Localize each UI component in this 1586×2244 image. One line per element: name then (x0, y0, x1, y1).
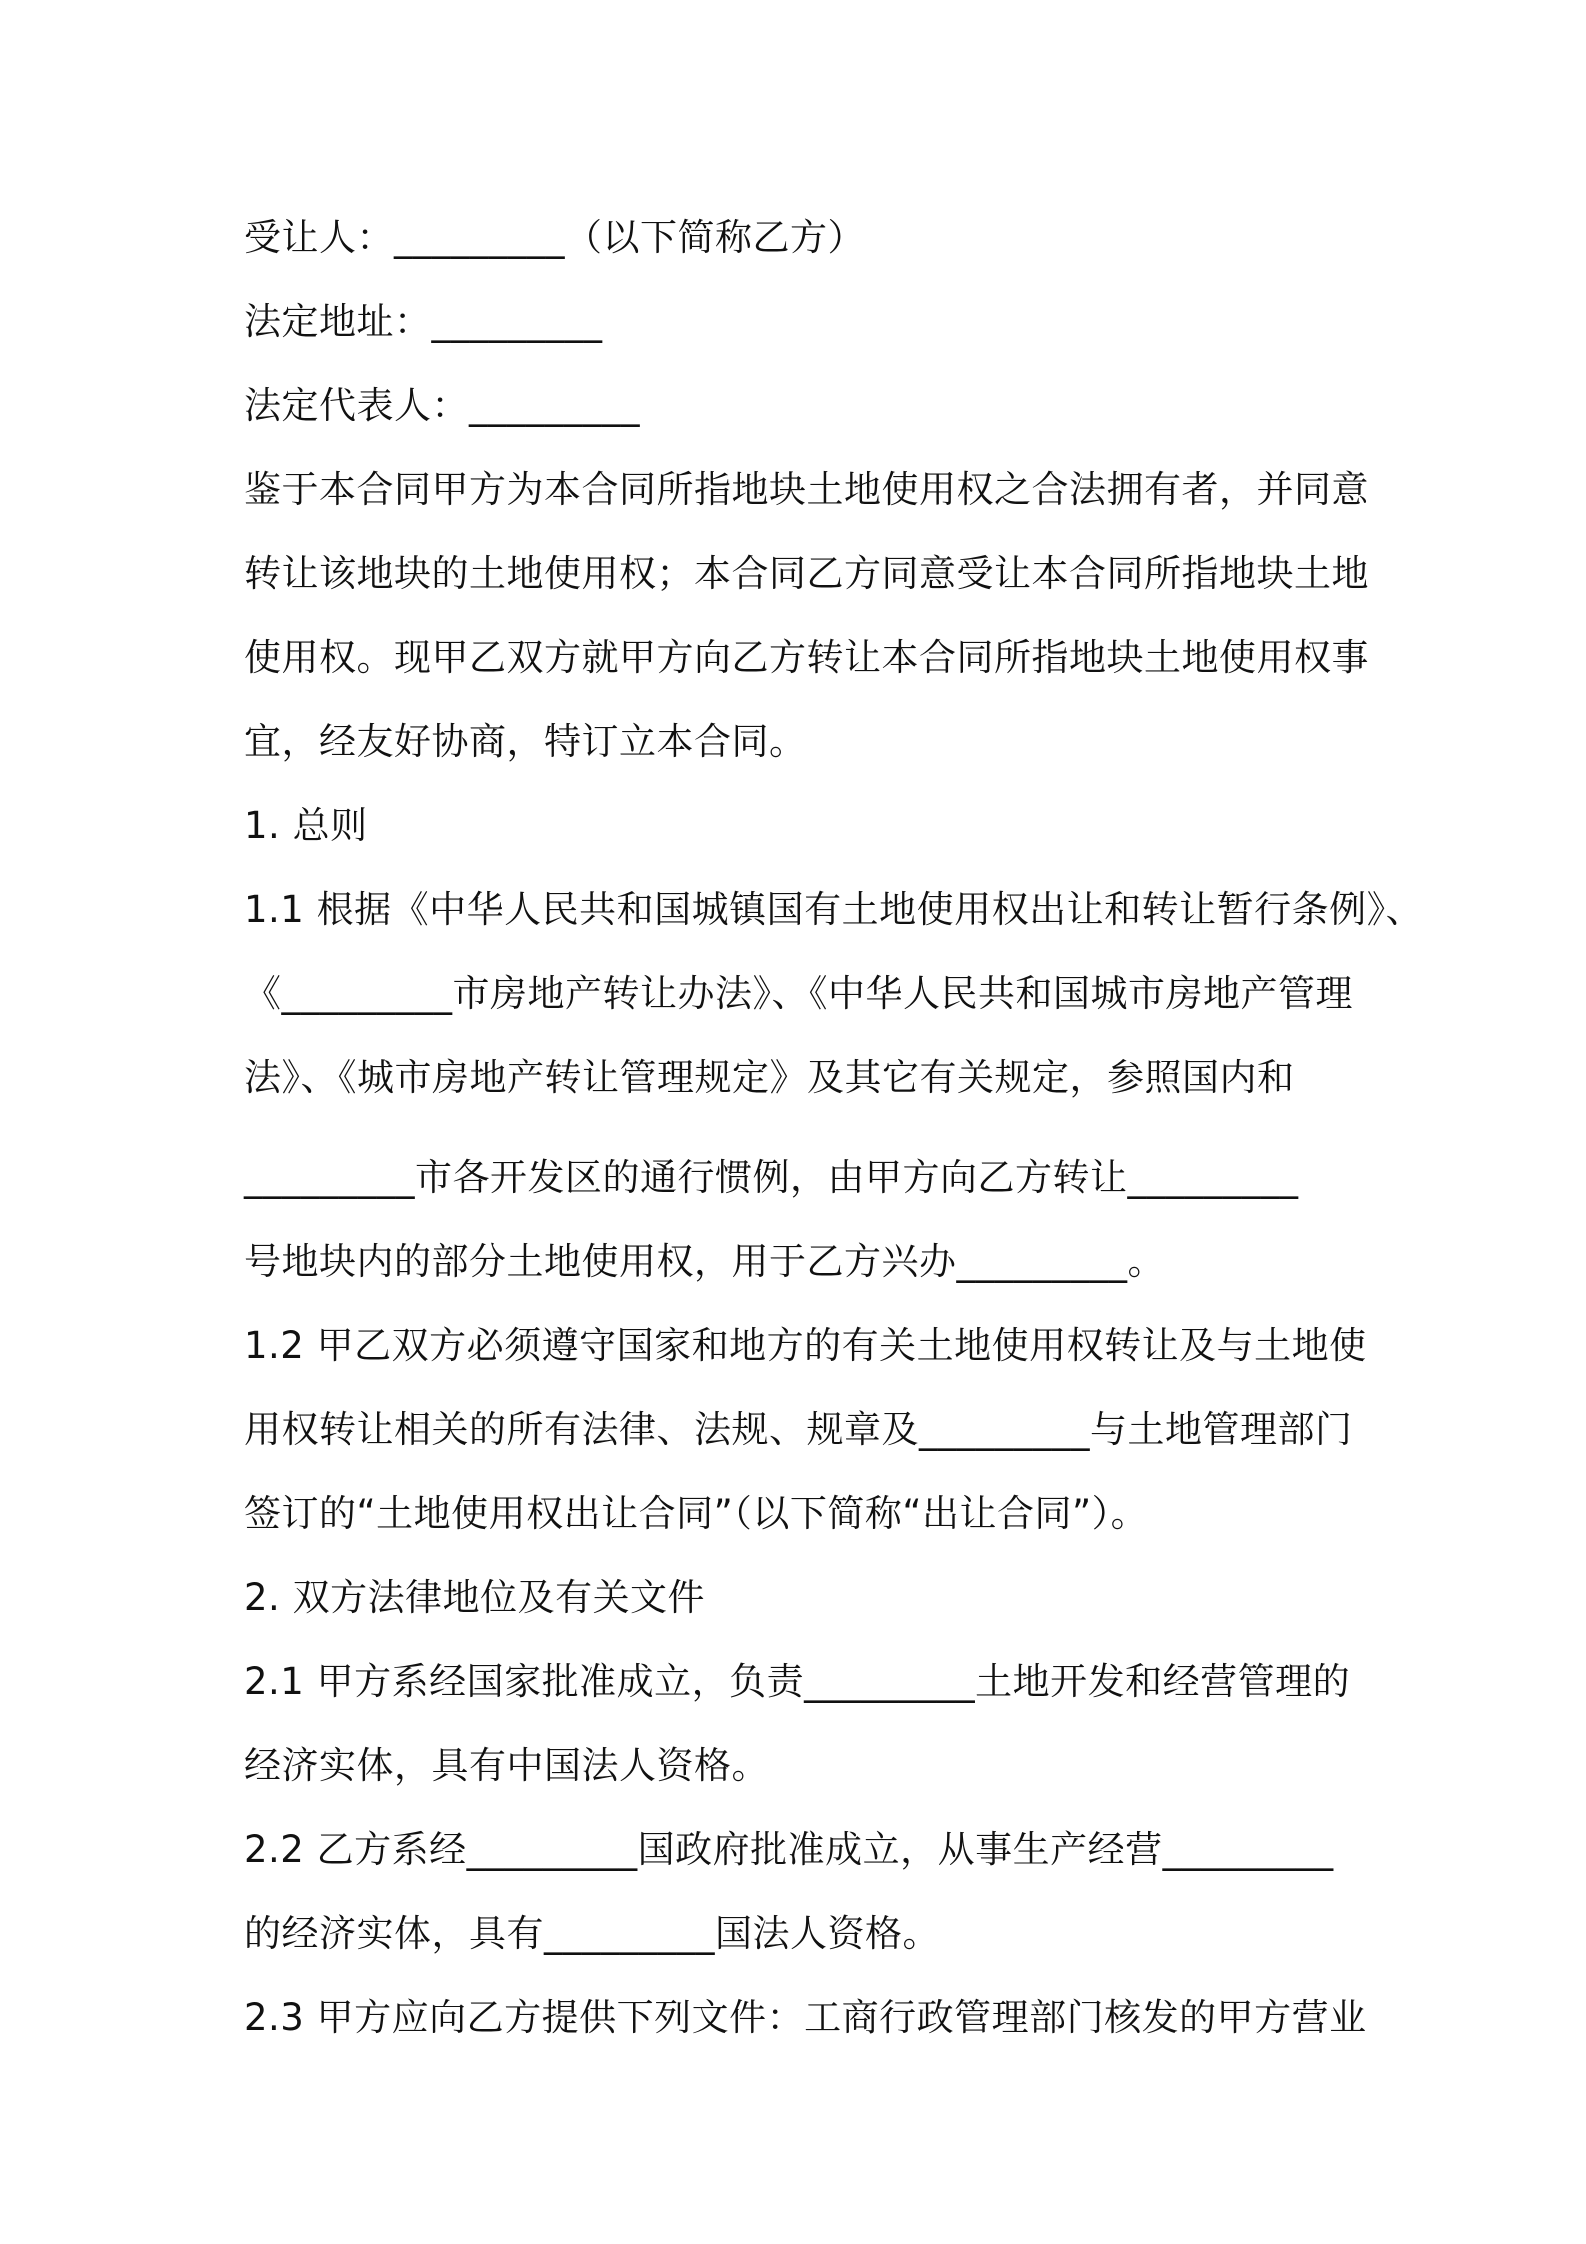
contract-body (244, 196, 1424, 2060)
clause-1-1-line-3: 法》、《城市房地产转让管理规定》及其它有关规定，参照国内和 (244, 1056, 1295, 1099)
preamble-line-3: 使用权。现甲乙双方就甲方向乙方转让本合同所指地块土地使用权事 (244, 636, 1369, 679)
clause-2-1-line-2: 经济实体，具有中国法人资格。 (244, 1744, 769, 1787)
clause-2-1-line-1: 2.1 甲方系经国家批准成立，负责_________土地开发和经营管理的 (244, 1660, 1351, 1703)
clause-1-2-line-3: 签订的“土地使用权出让合同”（以下简称“出让合同”）。 (244, 1492, 1149, 1535)
clause-1-1-line-5: 号地块内的部分土地使用权，用于乙方兴办_________。 (244, 1240, 1165, 1283)
clause-2-3-line-1: 2.3 甲方应向乙方提供下列文件：工商行政管理部门核发的甲方营业 (244, 1996, 1367, 2039)
legal-representative-line: 法定代表人：_________ (244, 384, 640, 427)
section-heading-general: 1. 总则 (244, 804, 368, 847)
preamble-line-1: 鉴于本合同甲方为本合同所指地块土地使用权之合法拥有者，并同意 (244, 468, 1369, 511)
section-heading-legal-status: 2. 双方法律地位及有关文件 (244, 1576, 706, 1619)
clause-1-1-line-1: 1.1 根据《中华人民共和国城镇国有土地使用权出让和转让暂行条例》、 (244, 888, 1424, 931)
clause-1-2-line-1: 1.2 甲乙双方必须遵守国家和地方的有关土地使用权转让及与土地使 (244, 1324, 1367, 1367)
clause-1-1-line-4: _________市各开发区的通行惯例，由甲方向乙方转让_________ (244, 1156, 1299, 1199)
legal-address-line: 法定地址：_________ (244, 300, 603, 343)
clause-1-1-line-2: 《_________市房地产转让办法》、《中华人民共和国城市房地产管理 (244, 972, 1353, 1015)
clause-1-2-line-2: 用权转让相关的所有法律、法规、规章及_________与土地管理部门 (244, 1408, 1353, 1451)
clause-2-2-line-1: 2.2 乙方系经_________国政府批准成立，从事生产经营_________ (244, 1828, 1334, 1871)
clause-2-2-line-2: 的经济实体，具有_________国法人资格。 (244, 1912, 940, 1955)
transferee-line: 受让人：_________（以下简称乙方） (244, 216, 865, 259)
preamble-line-2: 转让该地块的土地使用权；本合同乙方同意受让本合同所指地块土地 (244, 552, 1369, 595)
preamble-line-4: 宜，经友好协商，特订立本合同。 (244, 720, 807, 763)
